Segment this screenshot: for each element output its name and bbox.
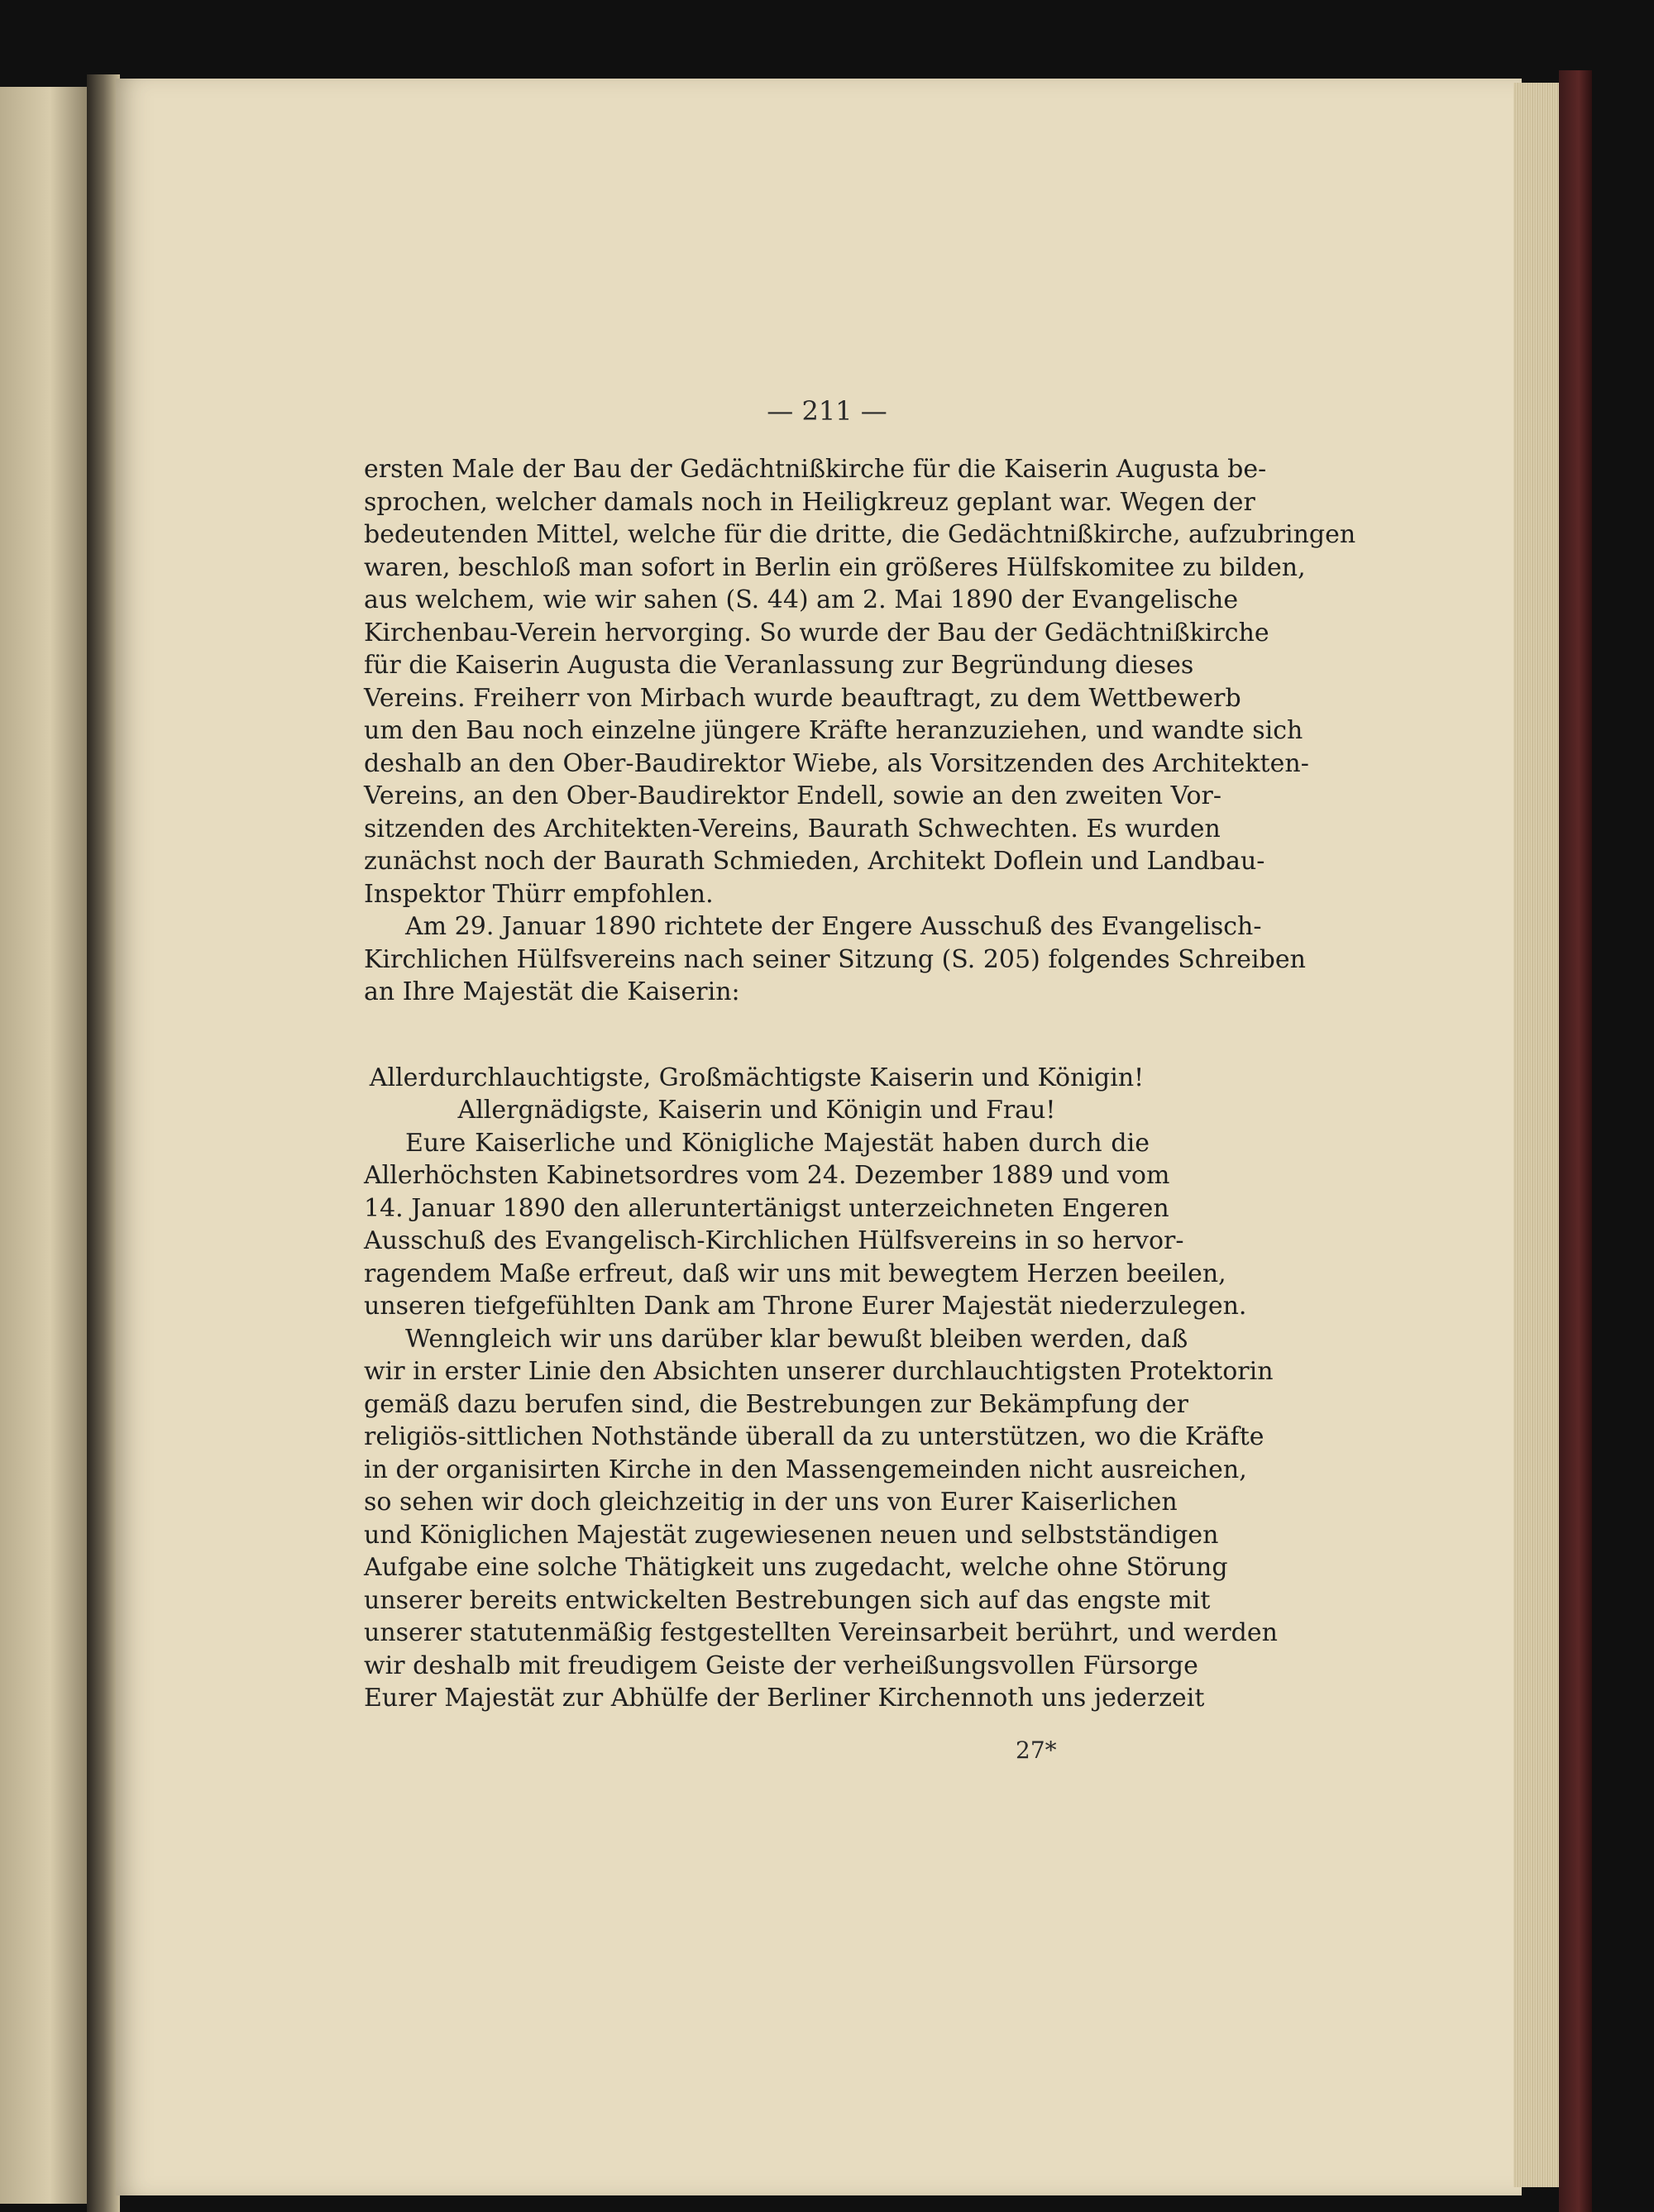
text-line: 14. Januar 1890 den alleruntertänigst unterzeichneten Engeren — [364, 1193, 1169, 1223]
text-line: wir in erster Linie den Absichten unserer durchlauchtigsten Protektorin — [364, 1357, 1274, 1386]
text-line: unseren tiefgefühlten Dank am Throne Eurer Majestät niederzulegen. — [364, 1292, 1247, 1321]
salutation-line: Allergnädigste, Kaiserin und Königin und Frau! — [457, 1096, 1056, 1125]
text-line: Allerhöchsten Kabinetsordres vom 24. Dezember 1889 und vom — [364, 1161, 1170, 1190]
text-line: ersten Male der Bau der Gedächtnißkirche für die Kaiserin Augusta be- — [364, 455, 1267, 484]
text-line: Eurer Majestät zur Abhülfe der Berliner Kirchennoth uns jederzeit — [364, 1684, 1205, 1713]
text-line: für die Kaiserin Augusta die Veranlassung zur Begründung dieses — [364, 651, 1194, 680]
text-line: ragendem Maße erfreut, daß wir uns mit bewegtem Herzen beeilen, — [364, 1259, 1226, 1288]
text-line: Inspektor Thürr empfohlen. — [364, 879, 714, 909]
book-cover-edge — [1559, 70, 1592, 2212]
text-line: deshalb an den Ober-Baudirektor Wiebe, als Vorsitzenden des Architekten- — [364, 748, 1309, 778]
text-line: Wenngleich wir uns darüber klar bewußt bleiben werden, daß — [405, 1324, 1188, 1354]
text-line: sitzenden des Architekten-Vereins, Baurath Schwechten. Es wurden — [364, 814, 1221, 843]
text-line: Am 29. Januar 1890 richtete der Engere Ausschuß des Evangelisch- — [405, 912, 1262, 941]
text-line: Vereins, an den Ober-Baudirektor Endell, sowie an den zweiten Vor- — [364, 781, 1222, 810]
salutation-line: Allerdurchlauchtigste, Großmächtigste Kaiserin und Königin! — [369, 1063, 1145, 1092]
text-line: Aufgabe eine solche Thätigkeit uns zugedacht, welche ohne Störung — [364, 1553, 1228, 1582]
text-line: bedeutenden Mittel, welche für die dritte, die Gedächtnißkirche, aufzubringen — [364, 520, 1356, 549]
text-line: an Ihre Majestät die Kaiserin: — [364, 977, 740, 1006]
signature-mark: 27* — [1016, 1737, 1057, 1764]
text-line: sprochen, welcher damals noch in Heiligkreuz geplant war. Wegen der — [364, 487, 1255, 517]
text-line: zunächst noch der Baurath Schmieden, Architekt Doflein und Landbau- — [364, 847, 1265, 876]
text-line: und Königlichen Majestät zugewiesenen neuen und selbstständigen — [364, 1520, 1219, 1550]
text-line: Ausschuß des Evangelisch-Kirchlichen Hülfsvereins in so hervor- — [364, 1226, 1184, 1255]
text-line: in der organisirten Kirche in den Massengemeinden nicht ausreichen, — [364, 1455, 1247, 1484]
text-line: unserer bereits entwickelten Bestrebungen sich auf das engste mit — [364, 1585, 1211, 1615]
text-line: religiös-sittlichen Nothstände überall da zu unterstützen, wo die Kräfte — [364, 1422, 1264, 1451]
text-line: gemäß dazu berufen sind, die Bestrebungen zur Bekämpfung der — [364, 1389, 1188, 1419]
body-text — [364, 453, 1356, 1715]
text-line: unserer statutenmäßig festgestellten Vereinsarbeit berührt, und werden — [364, 1618, 1278, 1647]
text-line: so sehen wir doch gleichzeitig in der uns von Eurer Kaiserlichen — [364, 1488, 1178, 1517]
text-line: um den Bau noch einzelne jüngere Kräfte heranzuziehen, und wandte sich — [364, 716, 1303, 745]
section-gap — [364, 1009, 1150, 1062]
text-line: wir deshalb mit freudigem Geiste der verheißungsvollen Fürsorge — [364, 1651, 1198, 1680]
text-line: Kirchlichen Hülfsvereins nach seiner Sitzung (S. 205) folgendes Schreiben — [364, 944, 1306, 974]
text-line: Eure Kaiserliche und Königliche Majestät haben durch die — [405, 1128, 1150, 1158]
text-line: Kirchenbau-Verein hervorging. So wurde der Bau der Gedächtnißkirche — [364, 618, 1269, 647]
page-number-header: — 211 — — [767, 395, 887, 427]
text-line: aus welchem, wie wir sahen (S. 44) am 2. Mai 1890 der Evangelische — [364, 585, 1239, 614]
text-line: Vereins. Freiherr von Mirbach wurde beauftragt, zu dem Wettbewerb — [364, 683, 1241, 713]
text-line: waren, beschloß man sofort in Berlin ein größeres Hülfskomitee zu bilden, — [364, 552, 1306, 582]
